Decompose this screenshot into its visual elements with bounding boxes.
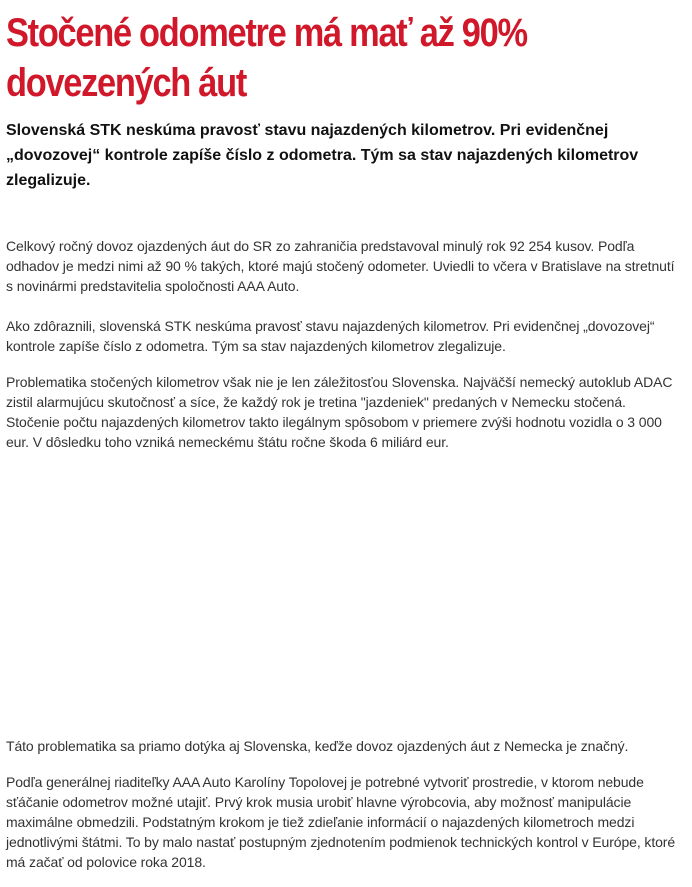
article-paragraph: Ako zdôraznili, slovenská STK neskúma pravosť stavu najazdených kilometrov. Pri evidenčnej „dovozovej“ kontrole zapíše číslo z odometra. Tým sa stav najazdených kilometrov zlegalizuje. [6, 318, 655, 354]
article-headline: Stočené odometre má mať až 90% dovezených áut [6, 11, 527, 105]
article [6, 0, 686, 870]
article-paragraph: Táto problematika sa priamo dotýka aj Slovenska, keďže dovoz ojazdených áut z Nemecka je značný. [6, 738, 629, 754]
article-paragraph: Problematika stočených kilometrov však nie je len záležitosťou Slovenska. Najväčší nemecký autoklub ADAC zistil alarmujúcu skutočnosť a síce, že každý rok je tretina "jazdeniek" predaných v Nemecku stočená. Stočenie počtu najazdených kilometrov takto ilegálnym spôsobom v priemere zvýši hodnotu vozidla o 3 000 eur. V dôsledku toho vzniká nemeckému štátu ročne škoda 6 miliárd eur. [6, 374, 673, 450]
article-paragraph: Podľa generálnej riaditeľky AAA Auto Karolíny Topolovej je potrebné vytvoriť prostredie, v ktorom nebude sťáčanie odometrov možné utajiť. Prvý krok musia urobiť hlavne výrobcovia, aby možnosť manipulácie maximálne obmedzili. Podstatným krokom je tiež zdieľanie informácií o najazdených kilometroch medzi jednotlivými štátmi. To by malo nastať postupným zjednotením podmienok technických kontrol v Európe, ktoré má začať od polovice roka 2018. [6, 774, 676, 870]
article-lead: Slovenská STK neskúma pravosť stavu najazdených kilometrov. Pri evidenčnej „dovozovej“ kontrole zapíše číslo z odometra. Tým sa stav najazdených kilometrov zlegalizuje. [6, 122, 639, 189]
article-paragraph: Celkový ročný dovoz ojazdených áut do SR zo zahraničia predstavoval minulý rok 92 254 kusov. Podľa odhadov je medzi nimi až 90 % takých, ktoré majú stočený odometer. Uviedli to včera v Bratislave na stretnutí s novinármi predstavitelia spoločnosti AAA Auto. [6, 238, 675, 294]
